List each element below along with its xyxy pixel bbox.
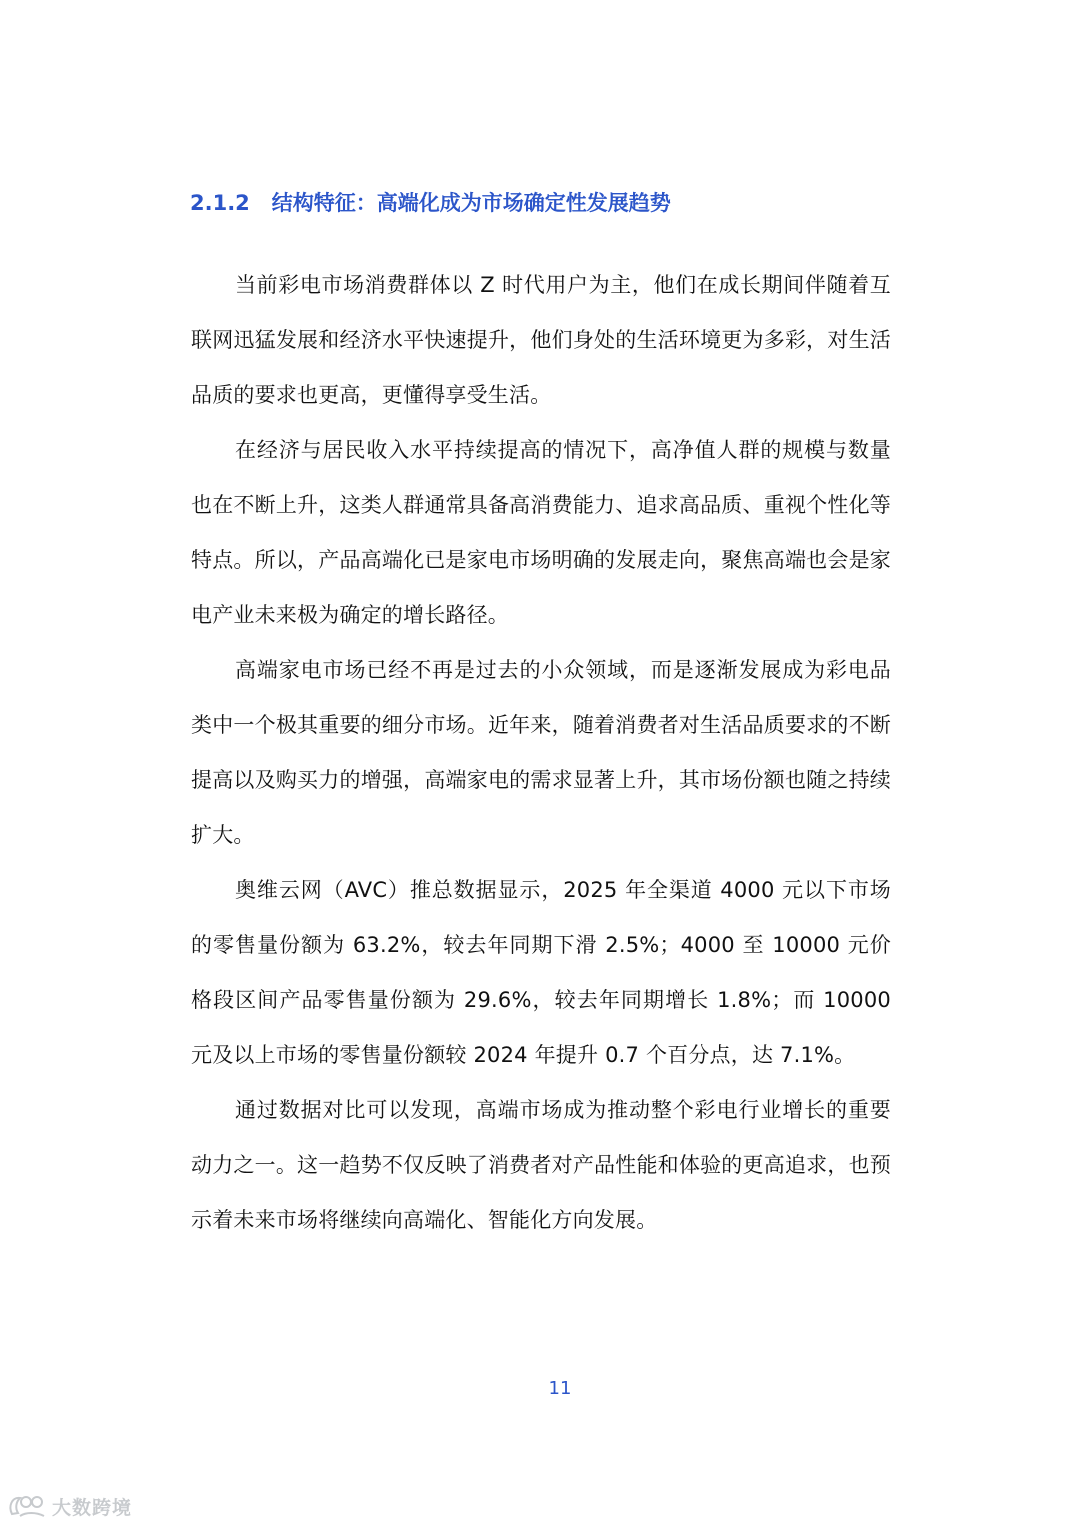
paragraph-4: 奥维云网（AVC）推总数据显示，2025 年全渠道 4000 元以下市场的零售量份额为 63.2%，较去年同期下滑 2.5%；4000 至 10000 元价格段区间产品零售量份额为 29.6%，较去年同期增长 1.8%；而 10000 元及以上市场的零售量份额较 2024 年提升 0.7 个百分点，达 7.1%。: [191, 878, 891, 1067]
body-text: [191, 258, 891, 1248]
watermark: [6, 1488, 132, 1524]
paragraph-3: 高端家电市场已经不再是过去的小众领域，而是逐渐发展成为彩电品类中一个极其重要的细分市场。近年来，随着消费者对生活品质要求的不断提高以及购买力的增强，高端家电的需求显著上升，其市场份额也随之持续扩大。: [191, 658, 891, 847]
section-number: 2.1.2: [190, 191, 250, 215]
paragraph-2: 在经济与居民收入水平持续提高的情况下，高净值人群的规模与数量也在不断上升，这类人群通常具备高消费能力、追求高品质、重视个性化等特点。所以，产品高端化已是家电市场明确的发展走向，聚焦高端也会是家电产业未来极为确定的增长路径。: [191, 438, 891, 627]
logo-icon: [6, 1492, 48, 1520]
paragraph-1: 当前彩电市场消费群体以 Z 时代用户为主，他们在成长期间伴随着互联网迅猛发展和经济水平快速提升，他们身处的生活环境更为多彩，对生活品质的要求也更高，更懂得享受生活。: [191, 273, 891, 407]
watermark-text: 大数跨境: [52, 1496, 133, 1519]
page-number: 11: [548, 1378, 572, 1399]
section-title-text: 结构特征：高端化成为市场确定性发展趋势: [271, 191, 671, 215]
paragraph-5: 通过数据对比可以发现，高端市场成为推动整个彩电行业增长的重要动力之一。这一趋势不仅反映了消费者对产品性能和体验的更高追求，也预示着未来市场将继续向高端化、智能化方向发展。: [191, 1098, 891, 1232]
section-heading: [190, 186, 910, 220]
